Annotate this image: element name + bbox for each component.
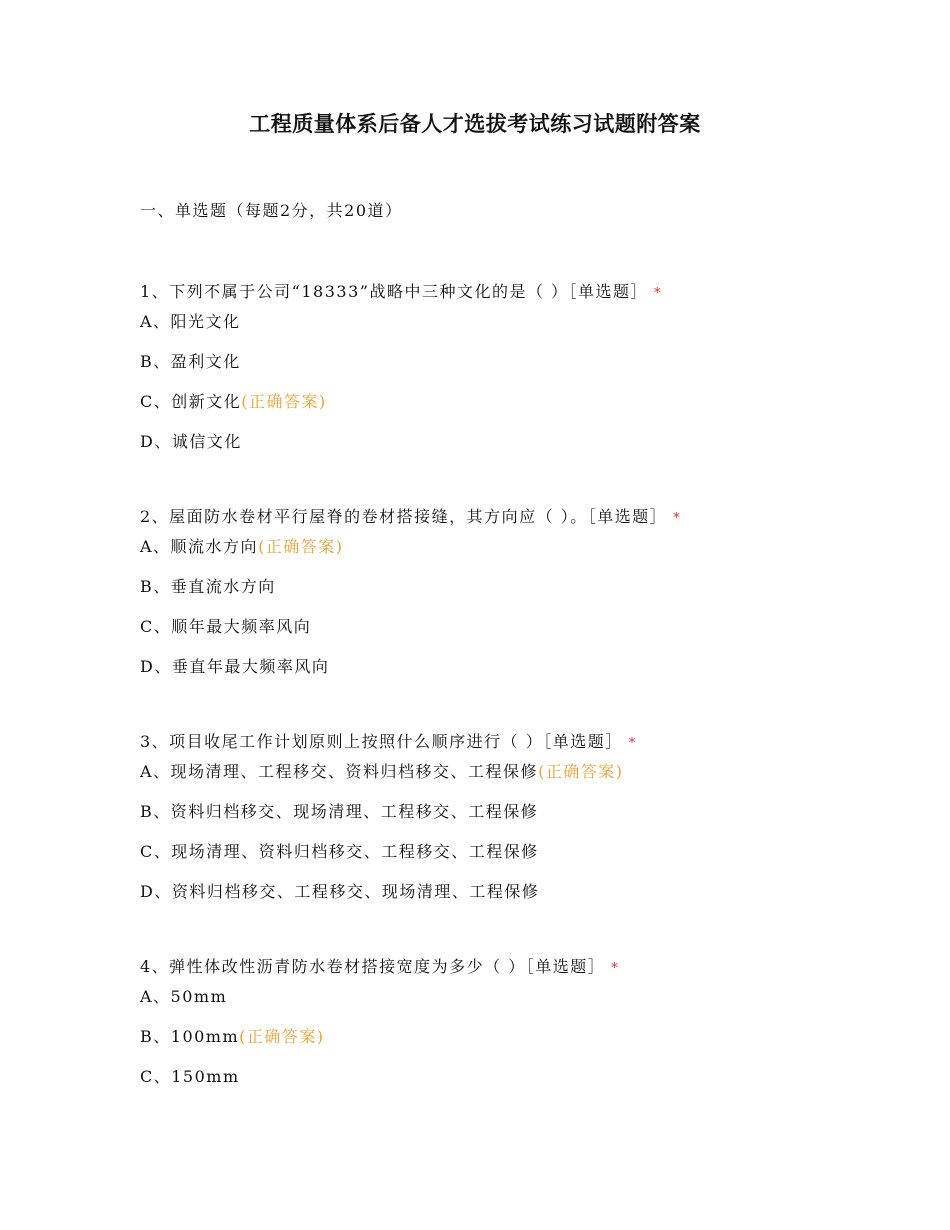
question-text: 4、弹性体改性沥青防水卷材搭接宽度为多少（ ）［单选题］ xyxy=(140,957,606,976)
correct-answer-marker: (正确答案) xyxy=(241,392,327,411)
question-stem xyxy=(140,277,900,307)
option-a xyxy=(140,982,900,1022)
option-c xyxy=(140,837,900,877)
required-mark: * xyxy=(654,286,661,301)
question-text: 2、屋面防水卷材平行屋脊的卷材搭接缝，其方向应（ ）。［单选题］ xyxy=(140,507,668,526)
option-b xyxy=(140,1022,900,1062)
option-text: D、资料归档移交、工程移交、现场清理、工程保修 xyxy=(140,882,540,901)
question-2 xyxy=(140,502,900,692)
question-1 xyxy=(140,277,900,467)
option-text: A、顺流水方向 xyxy=(140,537,259,556)
question-text: 1、下列不属于公司“18333”战略中三种文化的是（ ）［单选题］ xyxy=(140,282,649,301)
option-text: D、诚信文化 xyxy=(140,432,242,451)
option-text: C、150mm xyxy=(140,1067,240,1086)
option-a xyxy=(140,307,900,347)
option-b xyxy=(140,572,900,612)
section-heading: 一、单选题（每题2分，共20道） xyxy=(140,201,403,220)
option-text: B、垂直流水方向 xyxy=(140,577,276,596)
option-a xyxy=(140,532,900,572)
option-d xyxy=(140,427,900,467)
option-a xyxy=(140,757,900,797)
option-text: C、创新文化 xyxy=(140,392,242,411)
option-d xyxy=(140,652,900,692)
option-d xyxy=(140,877,900,917)
question-4 xyxy=(140,952,900,1102)
required-mark: * xyxy=(628,736,636,751)
question-stem xyxy=(140,952,900,982)
correct-answer-marker: (正确答案) xyxy=(538,762,624,781)
correct-answer-marker: (正确答案) xyxy=(258,537,344,556)
option-text: B、100mm xyxy=(140,1027,240,1046)
question-stem xyxy=(140,502,900,532)
question-text: 3、项目收尾工作计划原则上按照什么顺序进行（ ）［单选题］ xyxy=(140,732,623,751)
option-c xyxy=(140,387,900,427)
option-text: A、50mm xyxy=(140,987,228,1006)
required-mark: * xyxy=(673,511,680,526)
question-stem xyxy=(140,727,900,757)
option-text: B、资料归档移交、现场清理、工程移交、工程保修 xyxy=(140,802,539,821)
option-text: C、顺年最大频率风向 xyxy=(140,617,312,636)
option-c xyxy=(140,1062,900,1102)
option-text: B、盈利文化 xyxy=(140,352,241,371)
option-b xyxy=(140,347,900,387)
option-text: A、现场清理、工程移交、资料归档移交、工程保修 xyxy=(140,762,539,781)
question-3 xyxy=(140,727,900,917)
option-text: A、阳光文化 xyxy=(140,312,241,331)
document-title: 工程质量体系后备人才选拔考试练习试题附答案 xyxy=(249,111,701,136)
required-mark: * xyxy=(611,961,618,976)
option-text: D、垂直年最大频率风向 xyxy=(140,657,330,676)
option-b xyxy=(140,797,900,837)
option-text: C、现场清理、资料归档移交、工程移交、工程保修 xyxy=(140,842,539,861)
correct-answer-marker: (正确答案) xyxy=(239,1027,325,1046)
option-c xyxy=(140,612,900,652)
